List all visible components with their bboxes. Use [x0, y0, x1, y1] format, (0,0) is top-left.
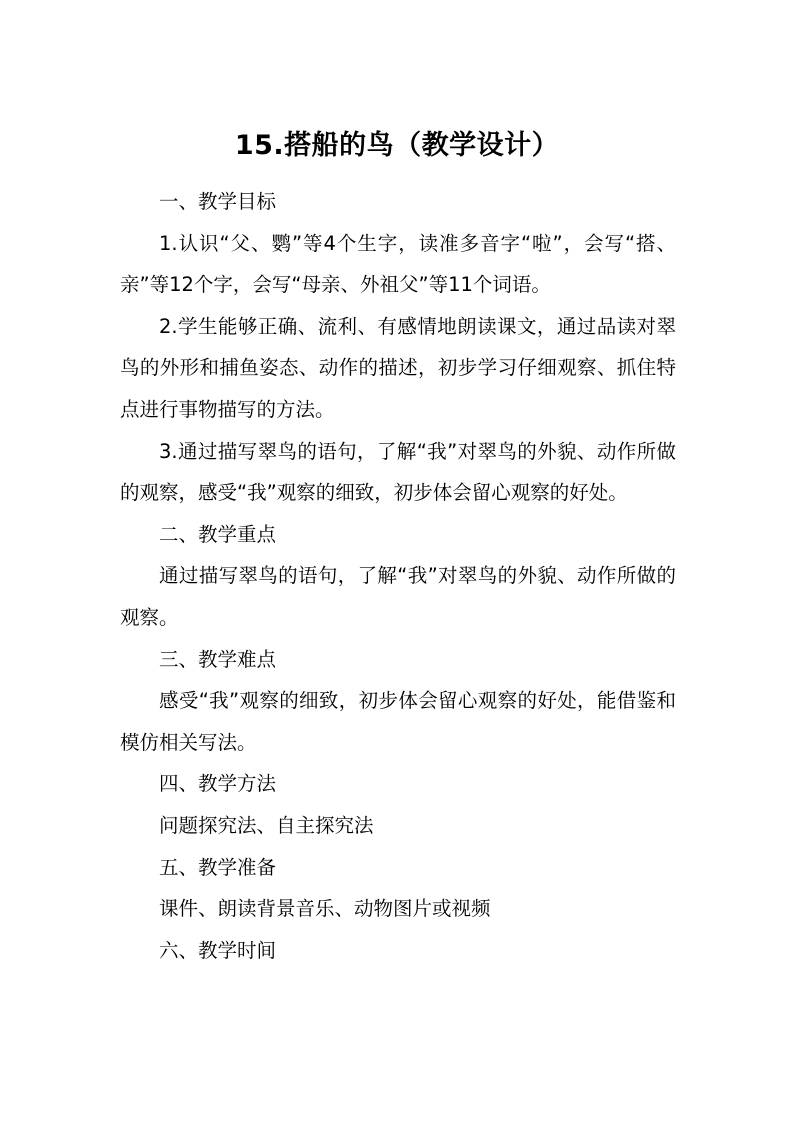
section-heading-difficulties: 三、教学难点: [159, 647, 277, 671]
document-title: 15.搭船的鸟（教学设计）: [234, 130, 560, 161]
section-heading-methods: 四、教学方法: [159, 772, 277, 796]
preparation-text: 课件、朗读背景音乐、动物图片或视频: [159, 897, 491, 921]
section-heading-time: 六、教学时间: [159, 938, 277, 962]
key-points-text: 通过描写翠鸟的语句，了解“我”对翠鸟的外貌、动作所做的观察。: [120, 564, 676, 629]
section-heading-teaching-goals: 一、教学目标: [159, 190, 277, 213]
goal-item-2: 2.学生能够正确、流利、有感情地朗读课文，通过品读对翠鸟的外形和捕鱼姿态、动作的描述，初步学习仔细观察、抓住特点进行事物描写的方法。: [120, 314, 676, 421]
document-body: [120, 181, 676, 971]
difficulties-text: 感受“我”观察的细致，初步体会留心观察的好处，能借鉴和模仿相关写法。: [120, 689, 676, 754]
goal-item-1: 1.认识“父、鹦”等4个生字，读准多音字“啦”，会写“搭、亲”等12个字，会写“母亲、外祖父”等11个词语。: [120, 231, 676, 297]
section-heading-preparation: 五、教学准备: [159, 855, 277, 879]
methods-text: 问题探究法、自主探究法: [159, 813, 374, 837]
goal-item-3: 3.通过描写翠鸟的语句，了解“我”对翠鸟的外貌、动作所做的观察，感受“我”观察的细致，初步体会留心观察的好处。: [120, 439, 676, 505]
section-heading-key-points: 二、教学重点: [159, 522, 277, 546]
